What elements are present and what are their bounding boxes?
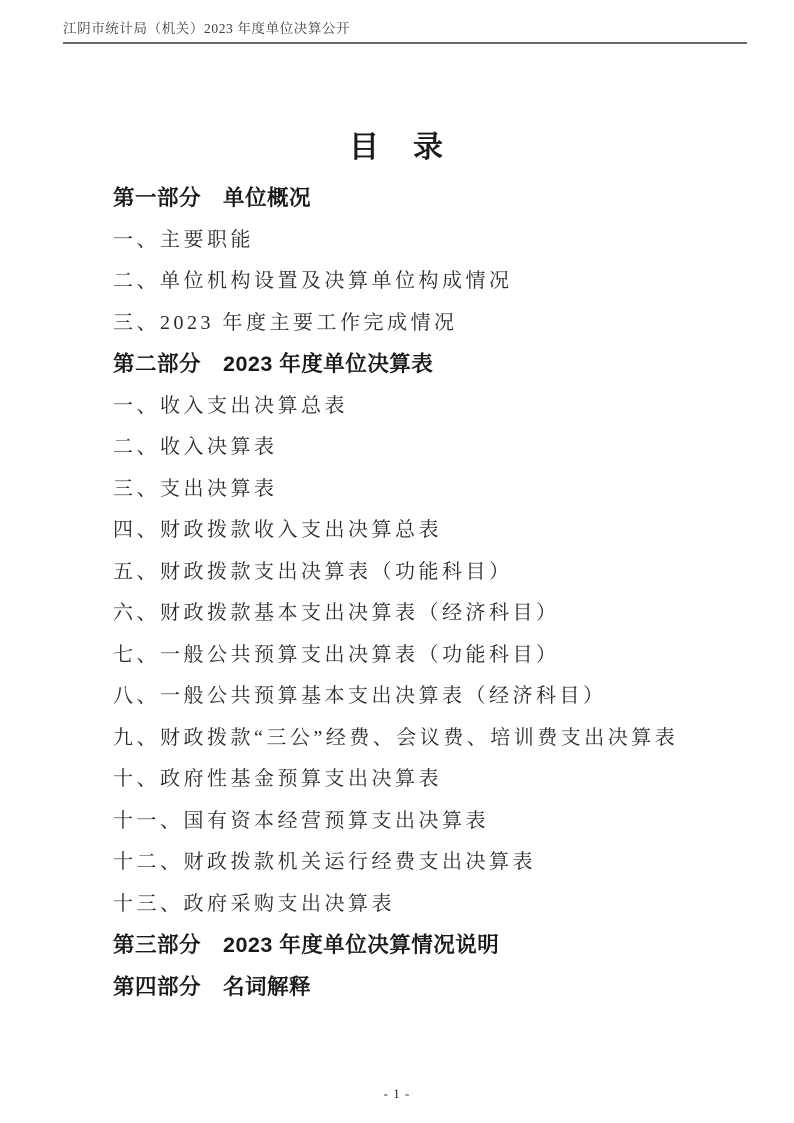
table-of-contents <box>113 178 753 1008</box>
toc-item: 十二、财政拨款机关运行经费支出决算表 <box>113 851 536 873</box>
toc-item: 十三、政府采购支出决算表 <box>113 892 395 915</box>
toc-item: 十、政府性基金预算支出决算表 <box>113 768 442 790</box>
toc-section-heading: 第一部分 单位概况 <box>113 186 312 210</box>
toc-item: 三、支出决算表 <box>113 477 278 500</box>
toc-section-heading: 第三部分 2023 年度单位决算情况说明 <box>113 933 500 957</box>
toc-item: 十一、国有资本经营预算支出决算表 <box>113 809 489 832</box>
toc-section-heading: 第四部分 名词解释 <box>113 974 312 999</box>
page-title: 目 录 <box>349 131 445 164</box>
toc-item: 三、2023 年度主要工作完成情况 <box>113 311 458 334</box>
toc-item: 六、财政拨款基本支出决算表（经济科目） <box>113 602 560 624</box>
toc-item: 五、财政拨款支出决算表（功能科目） <box>113 560 513 583</box>
page-number: - 1 - <box>383 1086 411 1101</box>
toc-item: 二、收入决算表 <box>113 436 278 458</box>
toc-section-heading: 第二部分 2023 年度单位决算表 <box>113 352 434 376</box>
toc-item: 七、一般公共预算支出决算表（功能科目） <box>113 643 560 666</box>
page-header: 江阴市统计局（机关）2023 年度单位决算公开 <box>63 17 747 44</box>
toc-item: 四、财政拨款收入支出决算总表 <box>113 519 442 541</box>
toc-item: 九、财政拨款“三公”经费、会议费、培训费支出决算表 <box>113 726 679 749</box>
toc-item: 二、单位机构设置及决算单位构成情况 <box>113 270 513 292</box>
toc-item: 一、收入支出决算总表 <box>113 394 348 417</box>
toc-item: 八、一般公共预算基本支出决算表（经济科目） <box>113 685 607 707</box>
toc-item: 一、主要职能 <box>113 228 254 251</box>
